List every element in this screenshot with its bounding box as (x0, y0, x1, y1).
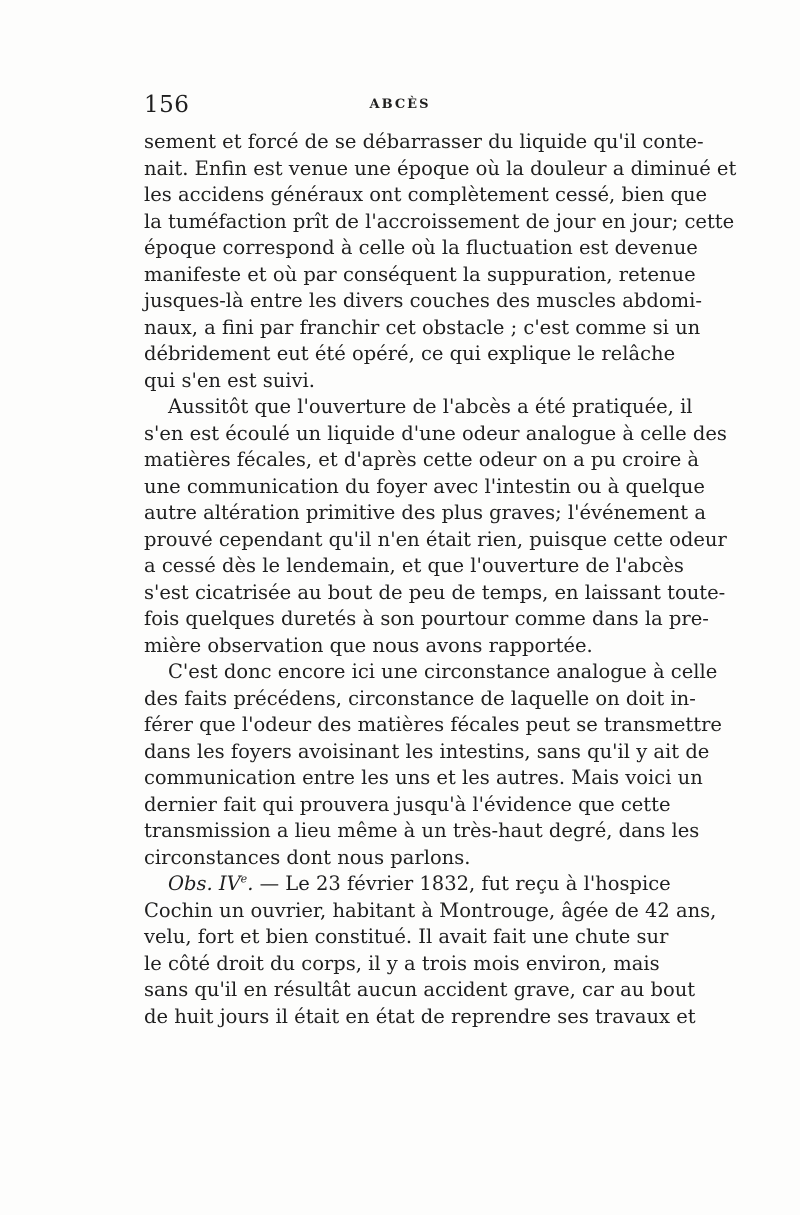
text-line: qui s'en est suivi. (144, 368, 315, 392)
observation-text: — Le 23 février 1832, fut reçu à l'hospice (259, 872, 671, 895)
text-line: époque correspond à celle où la fluctuation est devenue (144, 236, 698, 259)
text-line: dernier fait qui prouvera jusqu'à l'évidence que cette (144, 792, 671, 816)
observation-label (168, 872, 253, 895)
text-line: prouvé cependant qu'il n'en était rien, puisque cette odeur (144, 527, 727, 551)
text-line: férer que l'odeur des matières fécales peut se transmettre (144, 713, 722, 736)
text-line: les accidens généraux ont complètement cessé, bien que (144, 183, 708, 206)
text-line: le côté droit du corps, il y a trois mois environ, mais (144, 951, 660, 975)
text-line: manifeste et où par conséquent la suppuration, retenue (144, 262, 696, 286)
text-line: de huit jours il était en état de reprendre ses travaux et (144, 1004, 696, 1028)
text-line: dans les foyers avoisinant les intestins, sans qu'il y ait de (144, 739, 710, 763)
running-title: ABCÈS (369, 97, 431, 112)
body-text (144, 129, 737, 1030)
text-line: s'en est écoulé un liquide d'une odeur analogue à celle des (144, 421, 727, 445)
text-line: la tuméfaction prît de l'accroissement de jour en jour; cette (144, 209, 735, 233)
text-line: jusques-là entre les divers couches des muscles abdomi- (144, 289, 702, 312)
observation-line (144, 871, 671, 898)
observation-superscript: e (240, 872, 248, 886)
text-line: C'est donc encore ici une circonstance analogue à celle (168, 660, 718, 683)
text-line: autre altération primitive des plus graves; l'événement a (144, 501, 706, 524)
text-line: Aussitôt que l'ouverture de l'abcès a été pratiquée, il (168, 395, 693, 418)
text-line: circonstances dont nous parlons. (144, 845, 471, 869)
text-line: mière observation que nous avons rapportée. (144, 633, 593, 657)
text-line: naux, a fini par franchir cet obstacle ; c'est comme si un (144, 315, 701, 339)
text-line: s'est cicatrisée au bout de peu de temps, en laissant toute- (144, 580, 726, 604)
text-line: débridement eut été opéré, ce qui explique le relâche (144, 342, 676, 365)
text-line: sans qu'il en résultât aucun accident grave, car au bout (144, 978, 696, 1001)
text-line: a cessé dès le lendemain, et que l'ouverture de l'abcès (144, 554, 684, 577)
text-line: une communication du foyer avec l'intestin ou à quelque (144, 474, 705, 498)
text-line: communication entre les uns et les autres. Mais voici un (144, 766, 703, 789)
running-head (144, 92, 656, 124)
text-line: nait. Enfin est venue une époque où la douleur a diminué et (144, 156, 737, 180)
page-number: 156 (144, 92, 190, 118)
observation-period: . (247, 872, 254, 895)
text-line: fois quelques duretés à son pourtour comme dans la pre- (144, 607, 709, 630)
text-line: sement et forcé de se débarrasser du liquide qu'il conte- (144, 130, 704, 153)
text-line: Cochin un ouvrier, habitant à Montrouge, âgée de 42 ans, (144, 898, 717, 922)
text-line: transmission a lieu même à un très-haut degré, dans les (144, 819, 700, 842)
text-line: velu, fort et bien constitué. Il avait fait une chute sur (144, 925, 669, 948)
text-line: matières fécales, et d'après cette odeur on a pu croire à (144, 448, 700, 471)
observation-label-text: Obs. IV (168, 872, 241, 895)
text-line: des faits précédens, circonstance de laquelle on doit in- (144, 686, 696, 710)
